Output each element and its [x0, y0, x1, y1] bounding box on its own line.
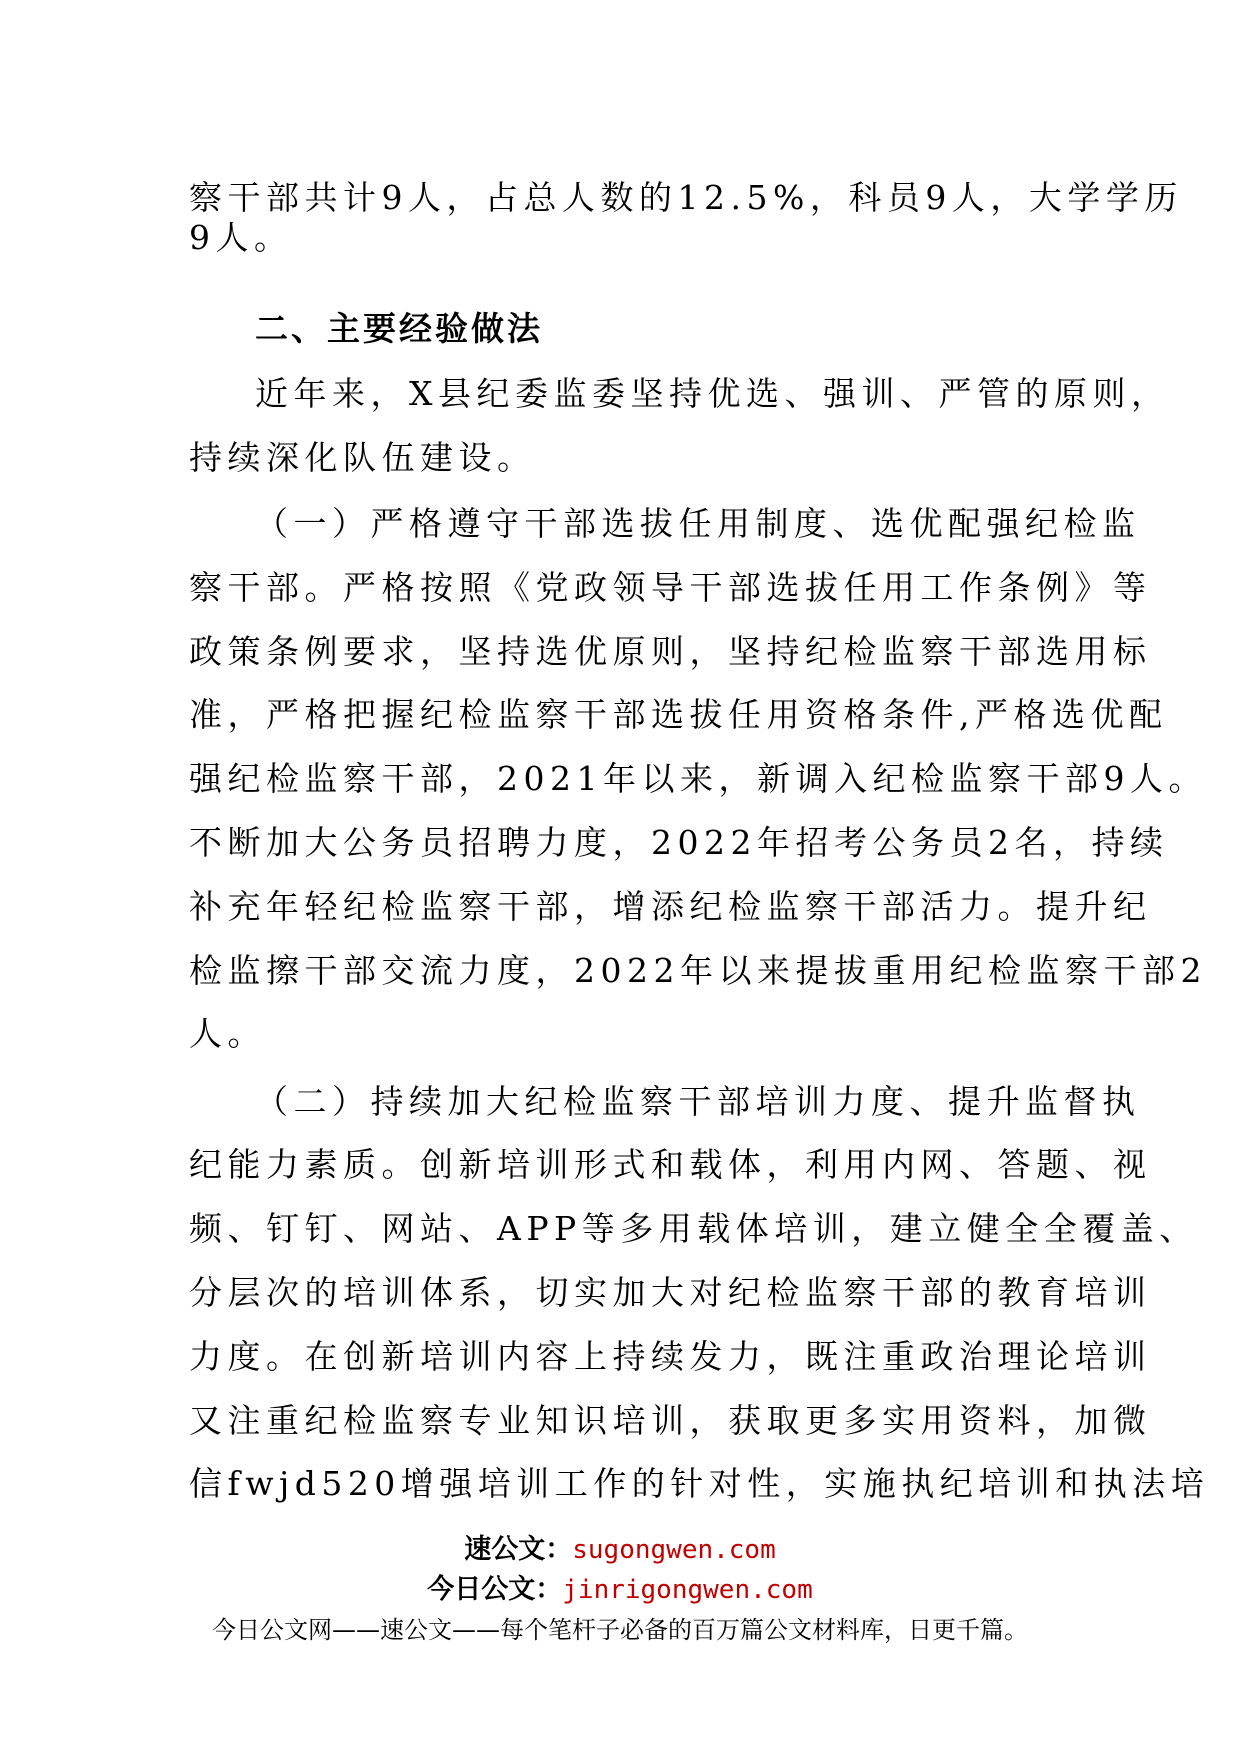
paragraph-line: 9人。 [189, 218, 293, 257]
paragraph-line: 人。 [189, 1014, 266, 1053]
paragraph-line: 不断加大公务员招聘力度，2022年招考公务员2名，持续 [189, 823, 1169, 862]
paragraph-line: 察干部共计9人，占总人数的12.5%，科员9人，大学学历 [189, 178, 1183, 217]
paragraph-line: 察干部。严格按照《党政领导干部选拔任用工作条例》等 [189, 568, 1152, 607]
section-heading: 二、主要经验做法 [255, 309, 543, 348]
paragraph-line: 强纪检监察干部，2021年以来，新调入纪检监察干部9人。 [189, 759, 1207, 798]
footer-slogan: 今日公文网——速公文——每个笔杆子必备的百万篇公文材料库，日更千篇。 [212, 1616, 1028, 1644]
paragraph-line: 纪能力素质。创新培训形式和载体，利用内网、答题、视 [189, 1145, 1152, 1184]
footer-jinri [0, 1572, 1240, 1608]
paragraph-line: （一）严格遵守干部选拔任用制度、选优配强纪检监 [255, 504, 1141, 543]
paragraph-line: 检监擦干部交流力度，2022年以来提拔重用纪检监察干部2 [189, 951, 1207, 990]
paragraph-line: 力度。在创新培训内容上持续发力，既注重政治理论培训 [189, 1337, 1152, 1376]
paragraph-line: 持续深化队伍建设。 [189, 438, 536, 477]
paragraph-line: 频、钉钉、网站、APP等多用载体培训，建立健全全覆盖、 [189, 1209, 1198, 1248]
paragraph-line: 信fwjd520增强培训工作的针对性，实施执纪培训和执法培 [189, 1464, 1210, 1503]
paragraph-line: 政策条例要求，坚持选优原则，坚持纪检监察干部选用标 [189, 632, 1152, 671]
sugongwen-label: 速公文： [464, 1534, 573, 1565]
sugongwen-link[interactable]: sugongwen.com [572, 1535, 776, 1565]
paragraph-line: 近年来，X县纪委监委坚持优选、强训、严管的原则， [255, 374, 1170, 413]
paragraph-line: （二）持续加大纪检监察干部培训力度、提升监督执 [255, 1082, 1141, 1121]
paragraph-line: 又注重纪检监察专业知识培训，获取更多实用资料，加微 [189, 1401, 1152, 1440]
footer-sugongwen [0, 1532, 1240, 1568]
jinri-label: 今日公文： [427, 1574, 563, 1605]
paragraph-line: 补充年轻纪检监察干部，增添纪检监察干部活力。提升纪 [189, 887, 1152, 926]
jinri-link[interactable]: jinrigongwen.com [562, 1575, 813, 1605]
paragraph-line: 准，严格把握纪检监察干部选拔任用资格条件,严格选优配 [189, 695, 1168, 734]
paragraph-line: 分层次的培训体系，切实加大对纪检监察干部的教育培训 [189, 1273, 1152, 1312]
